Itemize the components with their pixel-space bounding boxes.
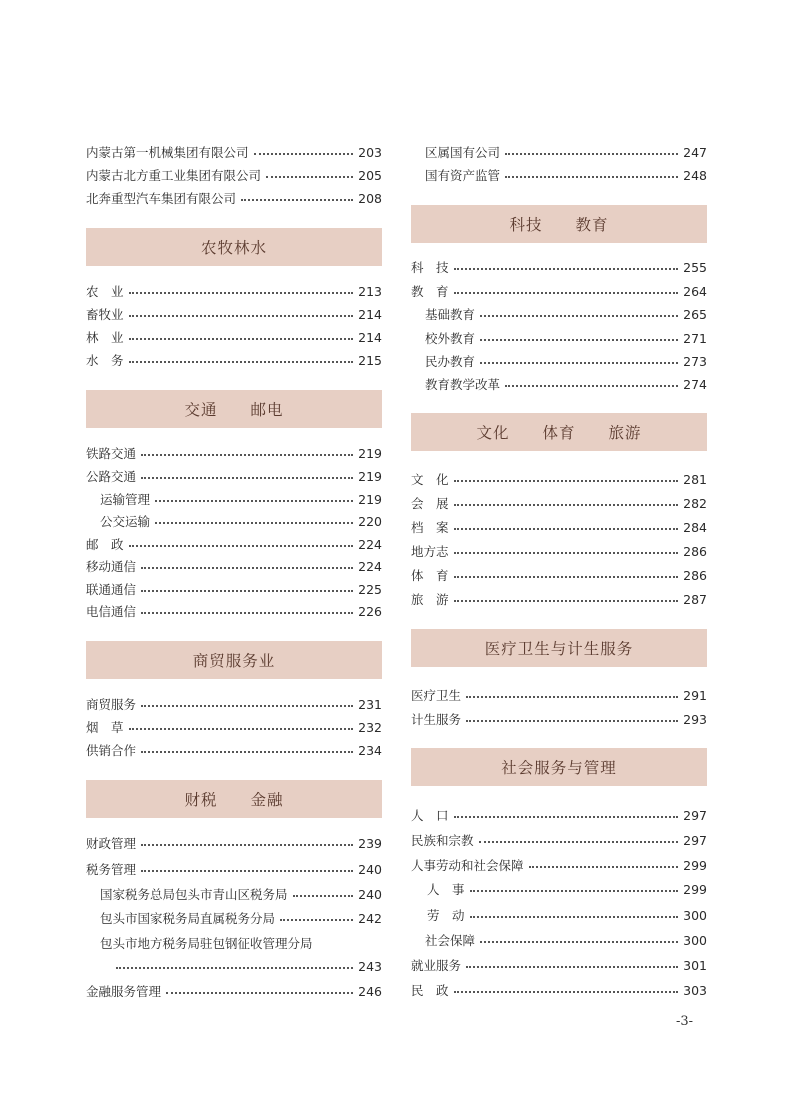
toc-entry [411,305,707,325]
toc-entry-page: 297 [683,808,707,823]
toc-entry-page: 224 [358,559,382,574]
toc-entry-page: 287 [683,592,707,607]
dot-leader [466,720,678,722]
dot-leader [470,916,679,918]
section-heading: 财税 金融 [86,780,382,818]
dot-leader [454,528,679,530]
toc-entry-page: 224 [358,537,382,552]
toc-entry [411,590,707,610]
toc-entry-title: 会 展 [411,496,449,511]
toc-entry [411,710,707,730]
section-heading: 医疗卫生与计生服务 [411,629,707,667]
toc-entry-title: 供销合作 [86,743,137,758]
toc-entry [411,143,707,163]
toc-entry-page: 214 [358,307,382,322]
dot-leader [479,841,679,843]
dot-leader [505,176,678,178]
toc-entry-page: 301 [683,958,707,973]
toc-entry [86,982,382,1002]
toc-entry [411,282,707,302]
toc-entry-page: 271 [683,331,707,346]
toc-entry [86,695,382,715]
dot-leader [454,268,679,270]
toc-entry-page: 213 [358,284,382,299]
toc-entry [411,542,707,562]
toc-entry-page: 274 [683,377,707,392]
toc-entry-page: 240 [358,887,382,902]
dot-leader [129,338,354,340]
toc-entry [86,934,382,954]
toc-entry-page: 264 [683,284,707,299]
toc-entry-page: 299 [683,882,707,897]
dot-leader [480,362,678,364]
toc-entry [86,885,382,905]
toc-entry-title: 铁路交通 [86,446,137,461]
toc-entry-title: 邮 政 [86,537,124,552]
toc-entry-title: 国有资产监管 [425,168,501,183]
toc-entry-page: 300 [683,933,707,948]
toc-entry-title: 包头市国家税务局直属税务分局 [100,911,276,926]
toc-entry-title: 内蒙古北方重工业集团有限公司 [86,168,262,183]
toc-entry [86,490,382,510]
toc-entry [411,831,707,851]
dot-leader [454,552,679,554]
toc-entry-title: 税务管理 [86,862,137,877]
toc-entry-title: 教 育 [411,284,449,299]
dot-leader [129,292,354,294]
dot-leader [141,751,353,753]
toc-entry-page: 208 [358,191,382,206]
toc-entry-page: 293 [683,712,707,727]
toc-entry-page: 286 [683,568,707,583]
toc-entry-title: 教育教学改革 [425,377,501,392]
toc-entry-title: 烟 草 [86,720,124,735]
toc-entry-page: 220 [358,514,382,529]
dot-leader [141,567,353,569]
toc-entry-page: 203 [358,145,382,160]
toc-entry-title: 人事劳动和社会保障 [411,858,524,873]
toc-entry-title: 北奔重型汽车集团有限公司 [86,191,237,206]
toc-entry-title: 林 业 [86,330,124,345]
toc-entry-page: 205 [358,168,382,183]
dot-leader [454,816,679,818]
toc-entry-page: 225 [358,582,382,597]
dot-leader [470,890,679,892]
section-heading: 文化 体育 旅游 [411,413,707,451]
toc-entry-title: 校外教育 [425,331,476,346]
dot-leader [529,866,679,868]
toc-entry-title: 包头市地方税务局驻包钢征收管理分局 [100,936,313,951]
dot-leader [505,153,678,155]
toc-entry-page: 240 [358,862,382,877]
toc-entry-title: 民 政 [411,983,449,998]
toc-entry-page: 239 [358,836,382,851]
toc-entry [86,741,382,761]
toc-entry [86,909,382,929]
dot-leader [141,612,353,614]
toc-entry [86,957,382,977]
toc-entry [86,351,382,371]
toc-entry-title: 移动通信 [86,559,137,574]
dot-leader [466,696,678,698]
dot-leader [280,919,353,921]
toc-entry [86,467,382,487]
dot-leader [454,504,679,506]
toc-entry [86,166,382,186]
toc-entry-page: 242 [358,911,382,926]
toc-entry [86,557,382,577]
dot-leader [454,576,679,578]
toc-entry [411,166,707,186]
dot-leader [480,315,678,317]
toc-entry-page: 219 [358,492,382,507]
section-heading: 交通 邮电 [86,390,382,428]
toc-entry-title: 金融服务管理 [86,984,162,999]
toc-entry-page: 232 [358,720,382,735]
toc-entry-page: 303 [683,983,707,998]
toc-entry [86,444,382,464]
toc-entry-page: 219 [358,446,382,461]
toc-entry [411,906,707,926]
toc-entry-page: 214 [358,330,382,345]
toc-entry [86,535,382,555]
dot-leader [129,315,354,317]
dot-leader [116,967,353,969]
toc-entry-page: 219 [358,469,382,484]
dot-leader [141,477,353,479]
toc-entry-title: 就业服务 [411,958,462,973]
toc-entry [86,512,382,532]
section-heading: 商贸服务业 [86,641,382,679]
section-heading: 科技 教育 [411,205,707,243]
toc-entry-title: 公交运输 [100,514,151,529]
dot-leader [505,385,678,387]
toc-entry [86,580,382,600]
toc-entry-page: 247 [683,145,707,160]
toc-entry-page: 282 [683,496,707,511]
dot-leader [293,895,354,897]
toc-entry-page: 300 [683,908,707,923]
dot-leader [454,600,679,602]
toc-entry-title: 体 育 [411,568,449,583]
toc-entry [411,686,707,706]
toc-entry-title: 人 口 [411,808,449,823]
toc-entry-title: 商贸服务 [86,697,137,712]
dot-leader [141,590,353,592]
toc-entry [411,494,707,514]
toc-entry-page: 284 [683,520,707,535]
toc-entry [411,566,707,586]
toc-entry-title: 旅 游 [411,592,449,607]
toc-entry-title: 档 案 [411,520,449,535]
toc-entry [86,834,382,854]
toc-entry [86,305,382,325]
toc-entry [411,258,707,278]
toc-entry-page: 281 [683,472,707,487]
dot-leader [166,992,353,994]
toc-entry-page: 291 [683,688,707,703]
toc-entry-title: 人 事 [427,882,465,897]
page-number: -3- [676,1014,694,1029]
toc-entry-title: 科 技 [411,260,449,275]
dot-leader [241,199,353,201]
dot-leader [466,966,678,968]
toc-entry [411,931,707,951]
toc-entry [86,860,382,880]
toc-entry-page: 215 [358,353,382,368]
toc-entry-title: 畜牧业 [86,307,124,322]
toc-entry-page: 273 [683,354,707,369]
toc-entry-page: 246 [358,984,382,999]
dot-leader [266,176,353,178]
toc-entry-title: 社会保障 [425,933,476,948]
toc-entry-page: 286 [683,544,707,559]
dot-leader [141,870,353,872]
toc-entry [86,282,382,302]
toc-entry-page: 297 [683,833,707,848]
toc-entry-title: 区属国有公司 [425,145,501,160]
toc-entry-page: 234 [358,743,382,758]
toc-entry [411,518,707,538]
dot-leader [129,728,354,730]
toc-entry [86,602,382,622]
dot-leader [141,705,353,707]
toc-entry [411,981,707,1001]
toc-entry-page: 299 [683,858,707,873]
toc-entry-title: 地方志 [411,544,449,559]
dot-leader [454,991,679,993]
dot-leader [454,292,679,294]
dot-leader [155,500,353,502]
toc-entry [86,718,382,738]
toc-entry-page: 243 [358,959,382,974]
dot-leader [141,844,353,846]
dot-leader [454,480,679,482]
toc-entry-title: 内蒙古第一机械集团有限公司 [86,145,249,160]
toc-entry-page: 231 [358,697,382,712]
toc-entry-title: 财政管理 [86,836,137,851]
section-heading: 社会服务与管理 [411,748,707,786]
toc-entry-title: 农 业 [86,284,124,299]
toc-entry [411,329,707,349]
toc-entry-title: 劳 动 [427,908,465,923]
toc-entry-title: 公路交通 [86,469,137,484]
toc-entry [86,143,382,163]
dot-leader [480,941,678,943]
dot-leader [480,339,678,341]
toc-entry [411,880,707,900]
toc-entry [411,806,707,826]
toc-entry-title: 运输管理 [100,492,151,507]
toc-entry-page: 265 [683,307,707,322]
dot-leader [155,522,353,524]
dot-leader [254,153,354,155]
toc-entry-page: 255 [683,260,707,275]
toc-entry-page: 226 [358,604,382,619]
toc-entry [86,328,382,348]
toc-entry-title: 医疗卫生 [411,688,462,703]
toc-entry [411,956,707,976]
toc-entry-title: 基础教育 [425,307,476,322]
toc-entry-title: 电信通信 [86,604,137,619]
dot-leader [129,361,354,363]
toc-entry-title: 国家税务总局包头市青山区税务局 [100,887,288,902]
section-heading: 农牧林水 [86,228,382,266]
toc-entry-title: 计生服务 [411,712,462,727]
toc-entry-page: 248 [683,168,707,183]
toc-entry-title: 民办教育 [425,354,476,369]
toc-entry-title: 联通通信 [86,582,137,597]
dot-leader [129,545,354,547]
toc-entry [411,375,707,395]
dot-leader [141,454,353,456]
toc-entry [411,856,707,876]
toc-entry [411,470,707,490]
toc-entry [86,189,382,209]
toc-entry [411,352,707,372]
toc-entry-title: 文 化 [411,472,449,487]
toc-entry-title: 民族和宗教 [411,833,474,848]
toc-entry-title: 水 务 [86,353,124,368]
